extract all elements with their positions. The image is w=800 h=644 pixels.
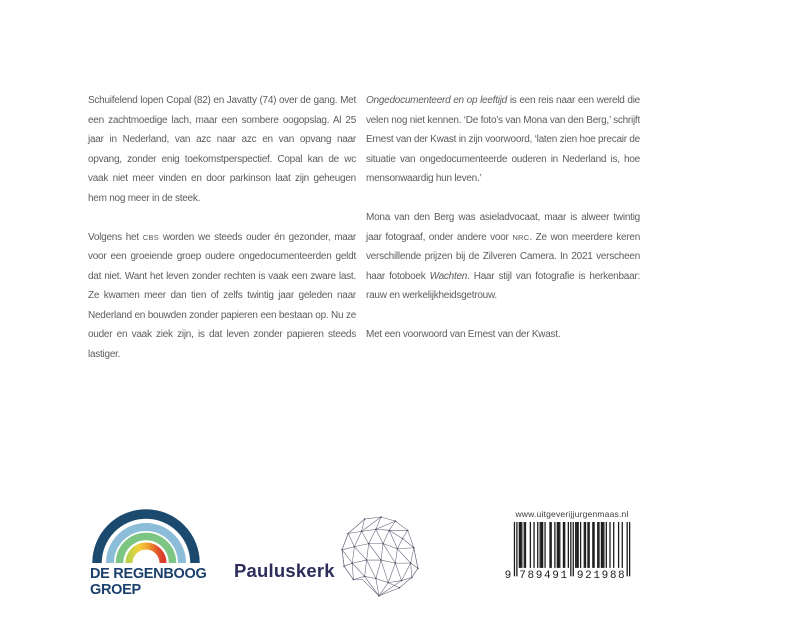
book-title: Ongedocumenteerd en op leeftijd — [366, 95, 507, 106]
nrc-abbreviation: NRC — [512, 232, 530, 242]
paragraph-anecdote: Schuifelend lopen Copal (82) en Javatty (74) over de gang. Met een zachtmoedige lach, maar een sombere oogopslag. Al 25 jaar in Nederland, van azc naar azc en van opvang naar opvang, zonder enig toekomstperspectief. Copal kan de wc vaak niet meer vinden en door parkinson laat zijn geheugen hem nog meer in de steek. — [88, 95, 356, 204]
bio-pre: Mona van den Berg was asieladvocaat, maar is alweer twintig jaar fotograaf, onder andere voor — [366, 212, 640, 243]
left-text-column — [88, 91, 356, 384]
regenboog-line1: DE REGENBOOG — [90, 566, 207, 582]
pauluskerk-wireframe-icon — [340, 514, 422, 602]
paragraph-foreword: Met een voorwoord van Ernest van der Kwast. — [366, 329, 561, 340]
bio-post: . Haar stijl van fotografie is herkenbaar: rauw en werkelijkheidsgetrouw. — [366, 270, 640, 301]
wachten-book-title: Wachten — [429, 270, 468, 282]
pauluskerk-wordmark: Pauluskerk — [234, 560, 335, 581]
regenboog-groep-wordmark — [90, 567, 208, 598]
svg-text:921988: 921988 — [576, 570, 625, 583]
isbn-barcode-block — [504, 509, 640, 586]
paragraph-context-pre: Volgens het — [88, 231, 143, 243]
rainbow-icon — [90, 503, 202, 563]
right-text-column — [366, 91, 640, 364]
paragraph-context — [88, 228, 356, 365]
bio-mid: . Ze won meerdere keren verschillende prijzen bij de Zilveren Camera. In 2021 verscheen haar fotoboek — [366, 231, 641, 282]
paragraph-book-intro — [366, 91, 640, 189]
ean13-barcode-icon — [504, 522, 640, 586]
paragraph-context-post: worden we steeds ouder én gezonder, maar voor een groeiende groep oudere ongedocumenteerden geldt dat niet. Want het leven zonder rechten is vaak een zware last. Ze kwamen meer dan tien of zelfs twintig jaar geleden naar Nederland en bouwden zonder papieren een bestaan op. Nu ze ouder en vaak ziek zijn, is dat leven zonder papieren steeds lastiger. — [88, 231, 356, 360]
pauluskerk-logo — [340, 514, 422, 602]
publisher-url: www.uitgeverijjurgenmaas.nl — [515, 509, 629, 519]
cbs-abbreviation: CBS — [142, 232, 159, 242]
regenboog-line2: GROEP — [90, 581, 141, 598]
paragraph-book-intro-post: is een reis naar een wereld die velen nog niet kennen. ‘De foto’s van Mona van den Berg,’ schrijft Ernest van der Kwast in zijn voorwoord, ‘laten zien hoe precair de situatie van ongedocumenteerde ouderen in Nederland is, hoe mensonwaardig hun leven.’ — [366, 95, 640, 184]
svg-text:9: 9 — [504, 570, 512, 583]
paragraph-photographer-bio — [366, 208, 640, 306]
svg-text:789491: 789491 — [519, 570, 568, 583]
regenboog-groep-logo — [90, 503, 208, 598]
